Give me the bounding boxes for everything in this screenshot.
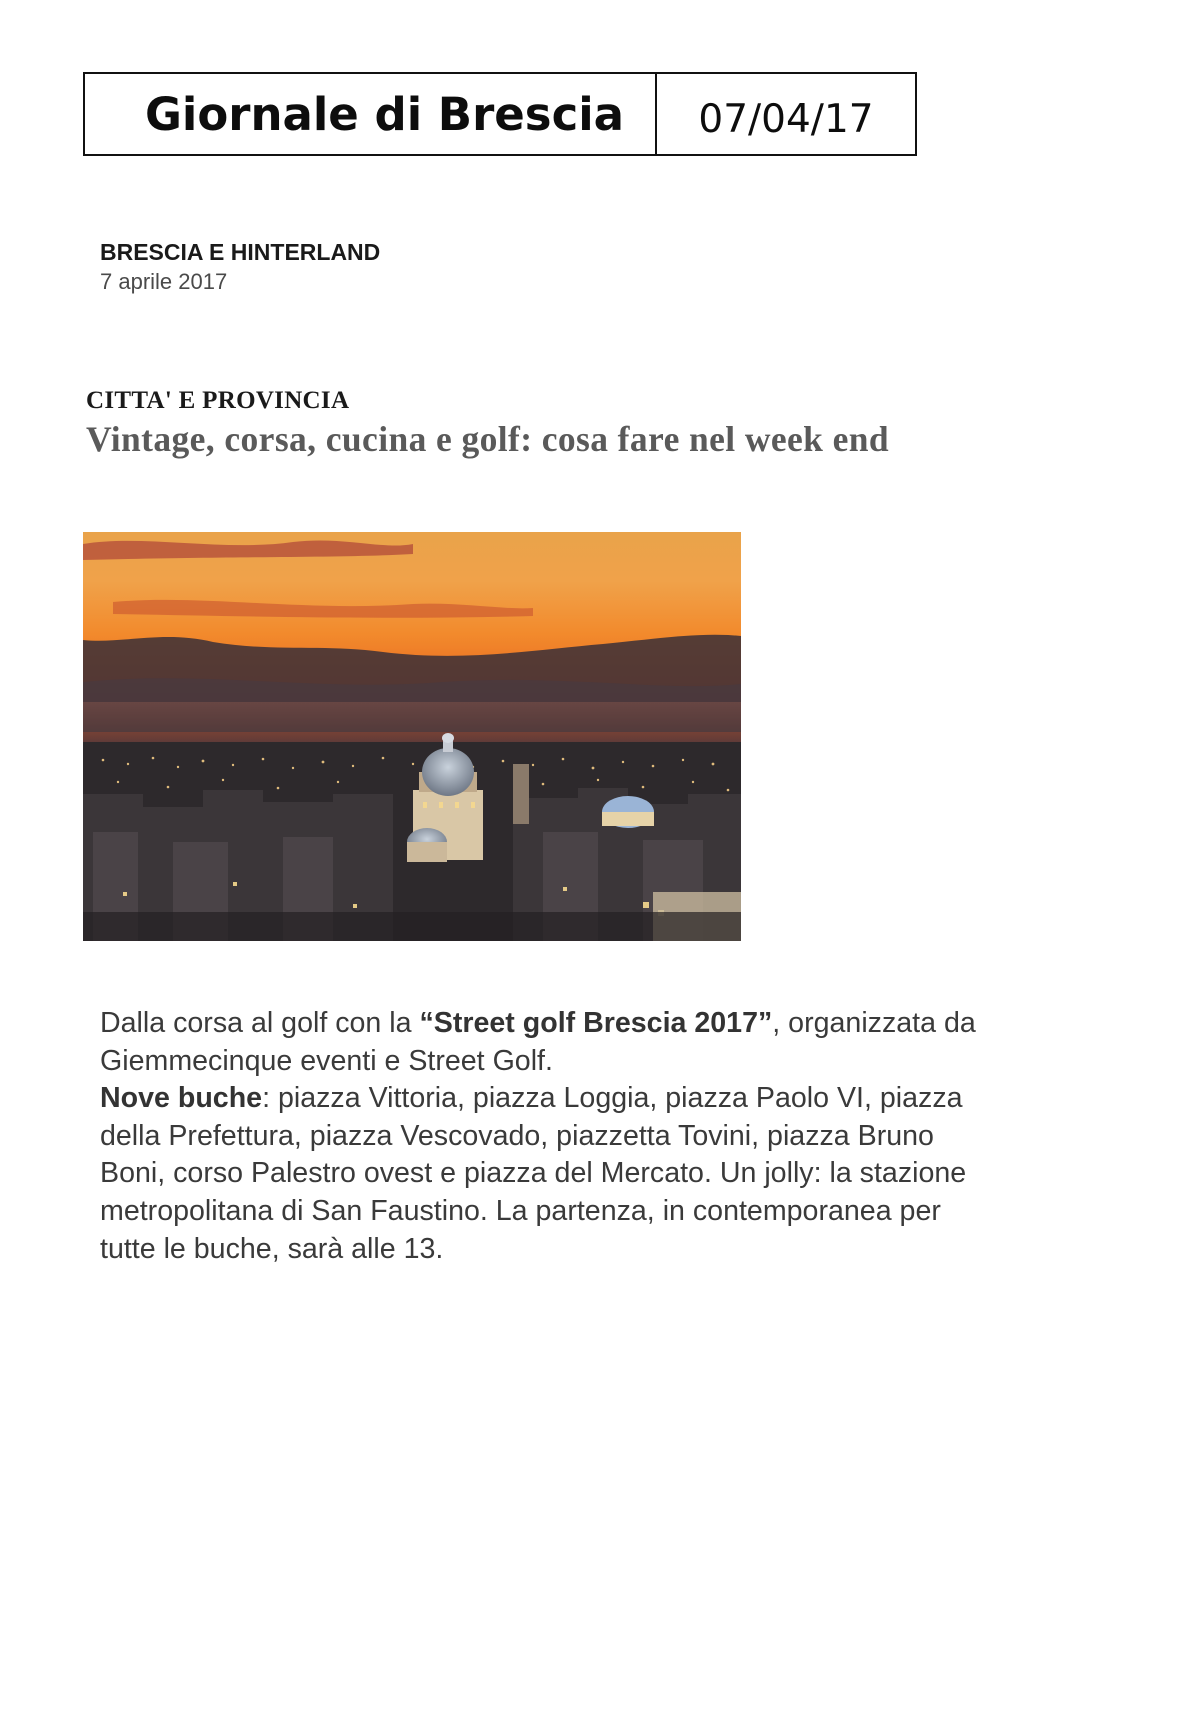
holes-label-bold: Nove buche: [100, 1082, 263, 1115]
masthead-box: [83, 72, 917, 156]
body-line-5: Boni, corso Palestro ovest e piazza del Mercato. Un jolly: la stazione: [100, 1157, 967, 1190]
source-date: 7 aprile 2017: [100, 269, 228, 294]
article-headline: Vintage, corsa, cucina e golf: cosa fare nel week end: [86, 419, 890, 459]
body-text-segment: : piazza Vittoria, piazza Loggia, piazza Paolo VI, piazza: [262, 1082, 963, 1115]
masthead-date: 07/04/17: [698, 96, 874, 142]
body-line-7: tutte le buche, sarà alle 13.: [100, 1232, 444, 1265]
body-line-4: della Prefettura, piazza Vescovado, piazzetta Tovini, piazza Bruno: [100, 1119, 934, 1152]
body-text-segment: Dalla corsa al golf con la: [100, 1007, 420, 1039]
body-line-2: Giemmecinque eventi e Street Golf.: [100, 1044, 553, 1077]
body-line-1: [100, 1005, 1070, 1043]
event-name-bold: “Street golf Brescia 2017”: [419, 1007, 773, 1039]
body-text-segment: , organizzata da: [772, 1007, 976, 1039]
body-line-6: metropolitana di San Faustino. La partenza, in contemporanea per: [100, 1194, 941, 1227]
source-section: BRESCIA E HINTERLAND: [100, 239, 381, 265]
brescia-skyline-sunset-photo: [83, 532, 741, 941]
body-line-3: [100, 1080, 1070, 1118]
article-kicker: CITTA' E PROVINCIA: [86, 387, 350, 414]
article-body: [100, 1005, 1070, 1268]
newspaper-name: Giornale di Brescia: [85, 74, 657, 154]
